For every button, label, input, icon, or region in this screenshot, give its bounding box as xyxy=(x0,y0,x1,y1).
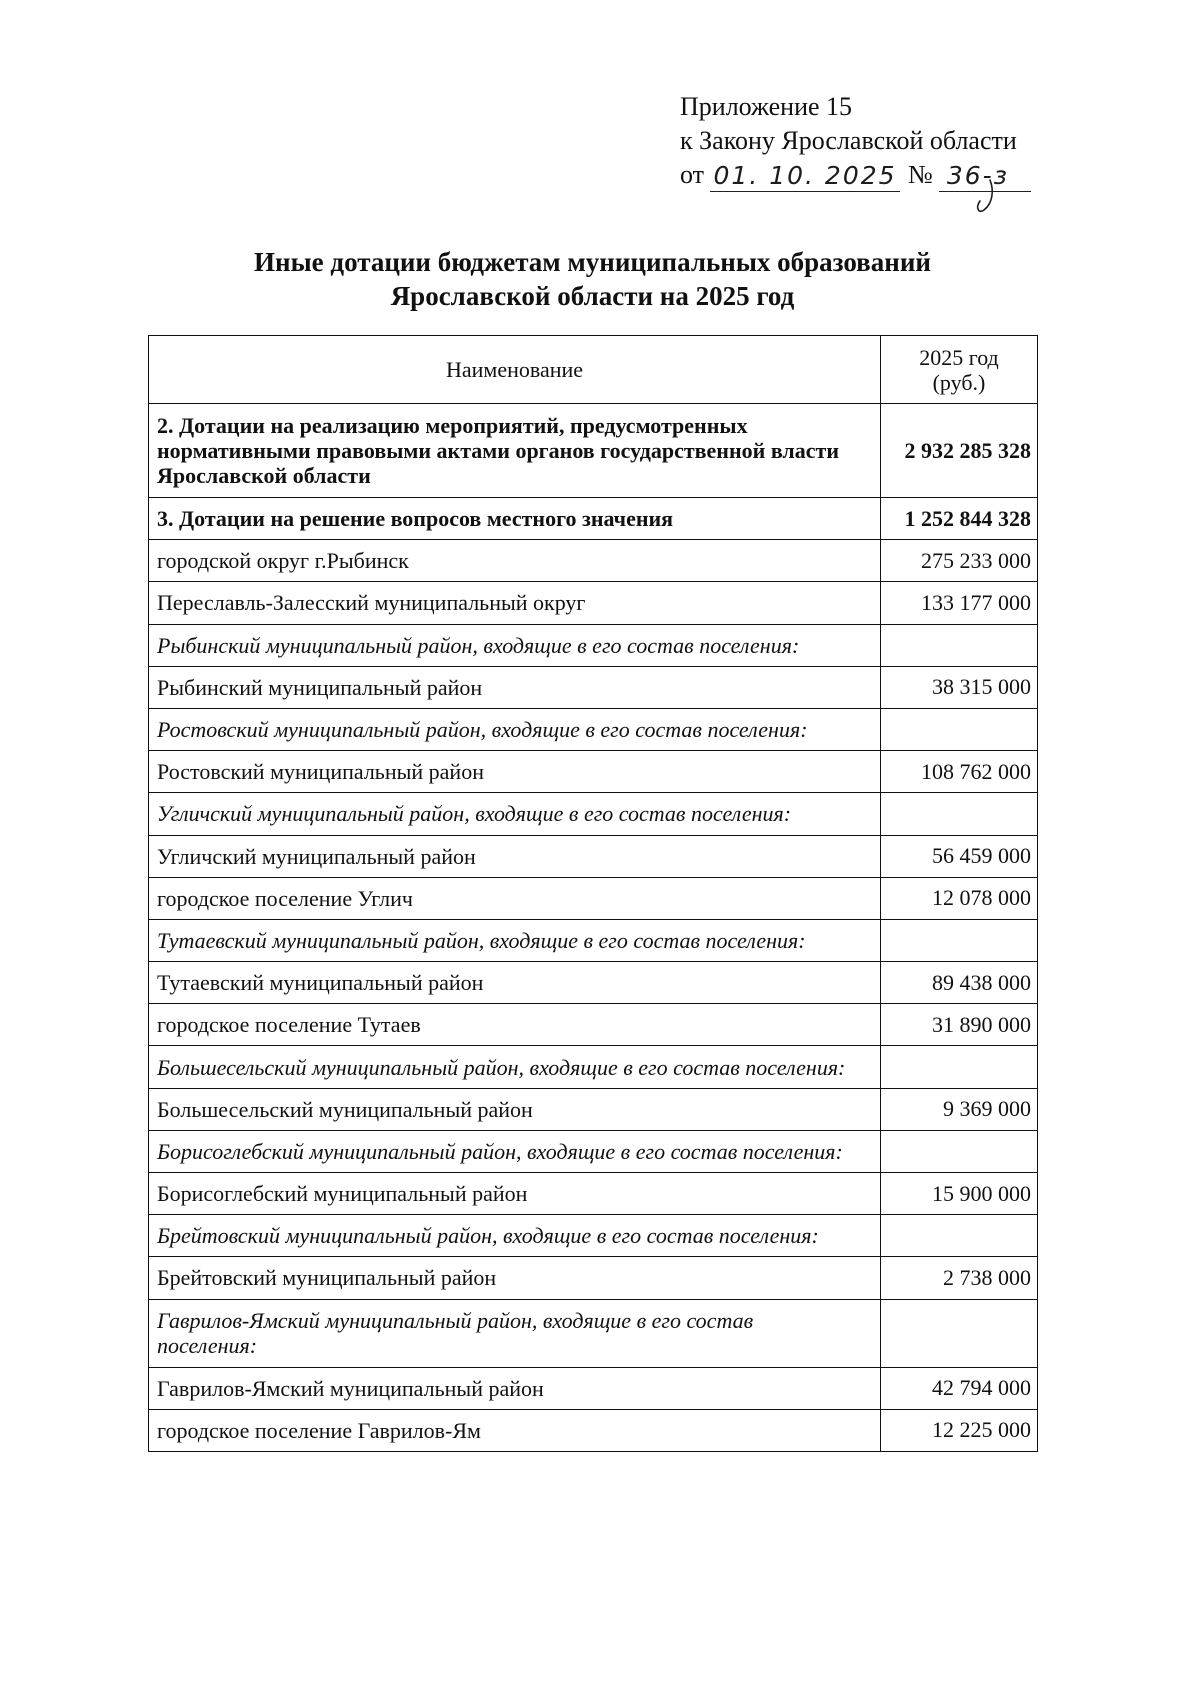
group-heading: Большесельский муниципальный район, входящие в его состав поселения: xyxy=(157,1054,846,1080)
group-heading-row xyxy=(149,793,1038,835)
amount-cell xyxy=(881,1257,1038,1299)
amount: 89 438 000 xyxy=(932,969,1031,995)
group-heading: Гаврилов-Ямский муниципальный район, входящие в его состав xyxy=(157,1308,754,1334)
empty-amount-cell xyxy=(881,624,1038,666)
empty-amount-cell xyxy=(881,1299,1038,1367)
table-row xyxy=(149,1004,1038,1046)
municipality-name: городской округ г.Рыбинск xyxy=(157,548,409,574)
municipality-name: Угличский муниципальный район xyxy=(157,843,476,869)
group-heading-cell xyxy=(149,793,881,835)
group-heading: Ростовский муниципальный район, входящие в его состав поселения: xyxy=(157,717,808,743)
law-reference: к Закону Ярославской области xyxy=(680,126,1017,155)
group-heading-row xyxy=(149,708,1038,750)
table-row xyxy=(149,498,1038,540)
section-name-cell xyxy=(149,498,881,540)
table-row xyxy=(149,666,1038,708)
table-row xyxy=(149,1409,1038,1451)
column-header-name xyxy=(149,336,881,404)
appendix-label: Приложение 15 xyxy=(680,92,853,121)
table-row xyxy=(149,582,1038,624)
municipality-name-cell xyxy=(149,1088,881,1130)
group-heading-cell xyxy=(149,1215,881,1257)
amount-cell xyxy=(881,1173,1038,1215)
group-heading: Рыбинский муниципальный район, входящие в его состав поселения: xyxy=(157,632,800,658)
group-heading: Борисоглебский муниципальный район, входящие в его состав поселения: xyxy=(157,1138,843,1164)
municipality-name-cell xyxy=(149,1257,881,1299)
municipality-name: городское поселение Гаврилов-Ям xyxy=(157,1417,481,1443)
table-header-row xyxy=(149,336,1038,404)
document-title xyxy=(148,245,1037,313)
section-total: 2 932 285 328 xyxy=(904,437,1031,463)
amount-cell xyxy=(881,835,1038,877)
group-heading-row xyxy=(149,1299,1038,1367)
section-total-cell xyxy=(881,404,1038,498)
amount-cell xyxy=(881,962,1038,1004)
municipality-name: Тутаевский муниципальный район xyxy=(157,970,484,996)
amount: 12 225 000 xyxy=(932,1417,1031,1443)
group-heading-cell xyxy=(149,708,881,750)
municipality-name: городское поселение Углич xyxy=(157,885,413,911)
section-name-line: 3. Дотации на решение вопросов местного значения xyxy=(157,506,674,532)
municipality-name: Гаврилов-Ямский муниципальный район xyxy=(157,1375,544,1401)
handwritten-date: 01. 10. 2025 xyxy=(710,161,900,192)
municipality-name-cell xyxy=(149,962,881,1004)
amount-cell xyxy=(881,1004,1038,1046)
amount: 31 890 000 xyxy=(932,1011,1031,1037)
municipality-name-cell xyxy=(149,877,881,919)
municipality-name-cell xyxy=(149,751,881,793)
group-heading-row xyxy=(149,1046,1038,1088)
table-row xyxy=(149,1367,1038,1409)
group-heading-row xyxy=(149,919,1038,961)
amount: 42 794 000 xyxy=(932,1375,1031,1401)
municipality-name: Рыбинский муниципальный район xyxy=(157,674,483,700)
empty-amount-cell xyxy=(881,708,1038,750)
handwriting-flourish-icon xyxy=(966,174,1006,218)
group-heading-cell xyxy=(149,624,881,666)
amount-cell xyxy=(881,751,1038,793)
municipality-name-cell xyxy=(149,1004,881,1046)
table-row xyxy=(149,962,1038,1004)
amount-cell xyxy=(881,666,1038,708)
amount-cell xyxy=(881,1088,1038,1130)
title-line-1: Иные дотации бюджетам муниципальных образований xyxy=(254,247,931,277)
amount-cell xyxy=(881,1409,1038,1451)
amount: 275 233 000 xyxy=(921,547,1031,573)
title-line-2: Ярославской области на 2025 год xyxy=(390,281,795,311)
number-prefix: № xyxy=(908,160,933,189)
amount: 108 762 000 xyxy=(921,758,1031,784)
group-heading-cell xyxy=(149,1299,881,1367)
table-row xyxy=(149,1088,1038,1130)
municipality-name: Переславль-Залесский муниципальный округ xyxy=(157,590,586,616)
section-name-cell xyxy=(149,404,881,498)
empty-amount-cell xyxy=(881,1215,1038,1257)
handwritten-number: 36-з xyxy=(939,161,1031,192)
municipality-name: Брейтовский муниципальный район xyxy=(157,1265,497,1291)
municipality-name-cell xyxy=(149,835,881,877)
amount: 9 369 000 xyxy=(943,1096,1031,1122)
municipality-name: Большесельский муниципальный район xyxy=(157,1096,533,1122)
subsidies-table xyxy=(148,335,1038,1452)
section-total-cell xyxy=(881,498,1038,540)
column-header-name-label: Наименование xyxy=(445,356,584,382)
group-heading-row xyxy=(149,624,1038,666)
group-heading-row xyxy=(149,1130,1038,1172)
table-row xyxy=(149,751,1038,793)
group-heading: Тутаевский муниципальный район, входящие в его состав поселения: xyxy=(157,927,806,953)
empty-amount-cell xyxy=(881,1130,1038,1172)
municipality-name: Борисоглебский муниципальный район xyxy=(157,1181,528,1207)
group-heading-cell xyxy=(149,1046,881,1088)
group-heading: Брейтовский муниципальный район, входящие в его состав поселения: xyxy=(157,1223,819,1249)
empty-amount-cell xyxy=(881,1046,1038,1088)
table-row xyxy=(149,1173,1038,1215)
amount: 38 315 000 xyxy=(932,674,1031,700)
column-header-amount-line: 2025 год xyxy=(919,344,999,370)
amount: 133 177 000 xyxy=(921,589,1031,615)
amount: 56 459 000 xyxy=(932,843,1031,869)
amount: 15 900 000 xyxy=(932,1180,1031,1206)
section-name-line: нормативными правовыми актами органов государственной власти xyxy=(157,438,839,463)
column-header-amount-unit: (руб.) xyxy=(932,369,986,395)
date-prefix: от xyxy=(680,160,705,189)
municipality-name: Ростовский муниципальный район xyxy=(157,759,484,785)
amount-cell xyxy=(881,1367,1038,1409)
municipality-name-cell xyxy=(149,1367,881,1409)
municipality-name: городское поселение Тутаев xyxy=(157,1012,421,1038)
amount-cell xyxy=(881,540,1038,582)
amount-cell xyxy=(881,582,1038,624)
empty-amount-cell xyxy=(881,919,1038,961)
amount: 2 738 000 xyxy=(943,1264,1031,1290)
amount: 12 078 000 xyxy=(932,885,1031,911)
municipality-name-cell xyxy=(149,582,881,624)
table-row xyxy=(149,1257,1038,1299)
municipality-name-cell xyxy=(149,540,881,582)
table-row xyxy=(149,404,1038,498)
group-heading: поселения: xyxy=(157,1333,258,1359)
column-header-amount xyxy=(881,336,1038,404)
group-heading: Угличский муниципальный район, входящие в его состав поселения: xyxy=(157,801,792,827)
group-heading-row xyxy=(149,1215,1038,1257)
table-row xyxy=(149,540,1038,582)
municipality-name-cell xyxy=(149,666,881,708)
section-name-line: 2. Дотации на реализацию мероприятий, предусмотренных xyxy=(157,413,748,438)
empty-amount-cell xyxy=(881,793,1038,835)
table-row xyxy=(149,835,1038,877)
municipality-name-cell xyxy=(149,1173,881,1215)
amount-cell xyxy=(881,877,1038,919)
group-heading-cell xyxy=(149,1130,881,1172)
group-heading-cell xyxy=(149,919,881,961)
section-name-line: Ярославской области xyxy=(157,463,371,488)
section-total: 1 252 844 328 xyxy=(904,505,1031,531)
municipality-name-cell xyxy=(149,1409,881,1451)
table-row xyxy=(149,877,1038,919)
